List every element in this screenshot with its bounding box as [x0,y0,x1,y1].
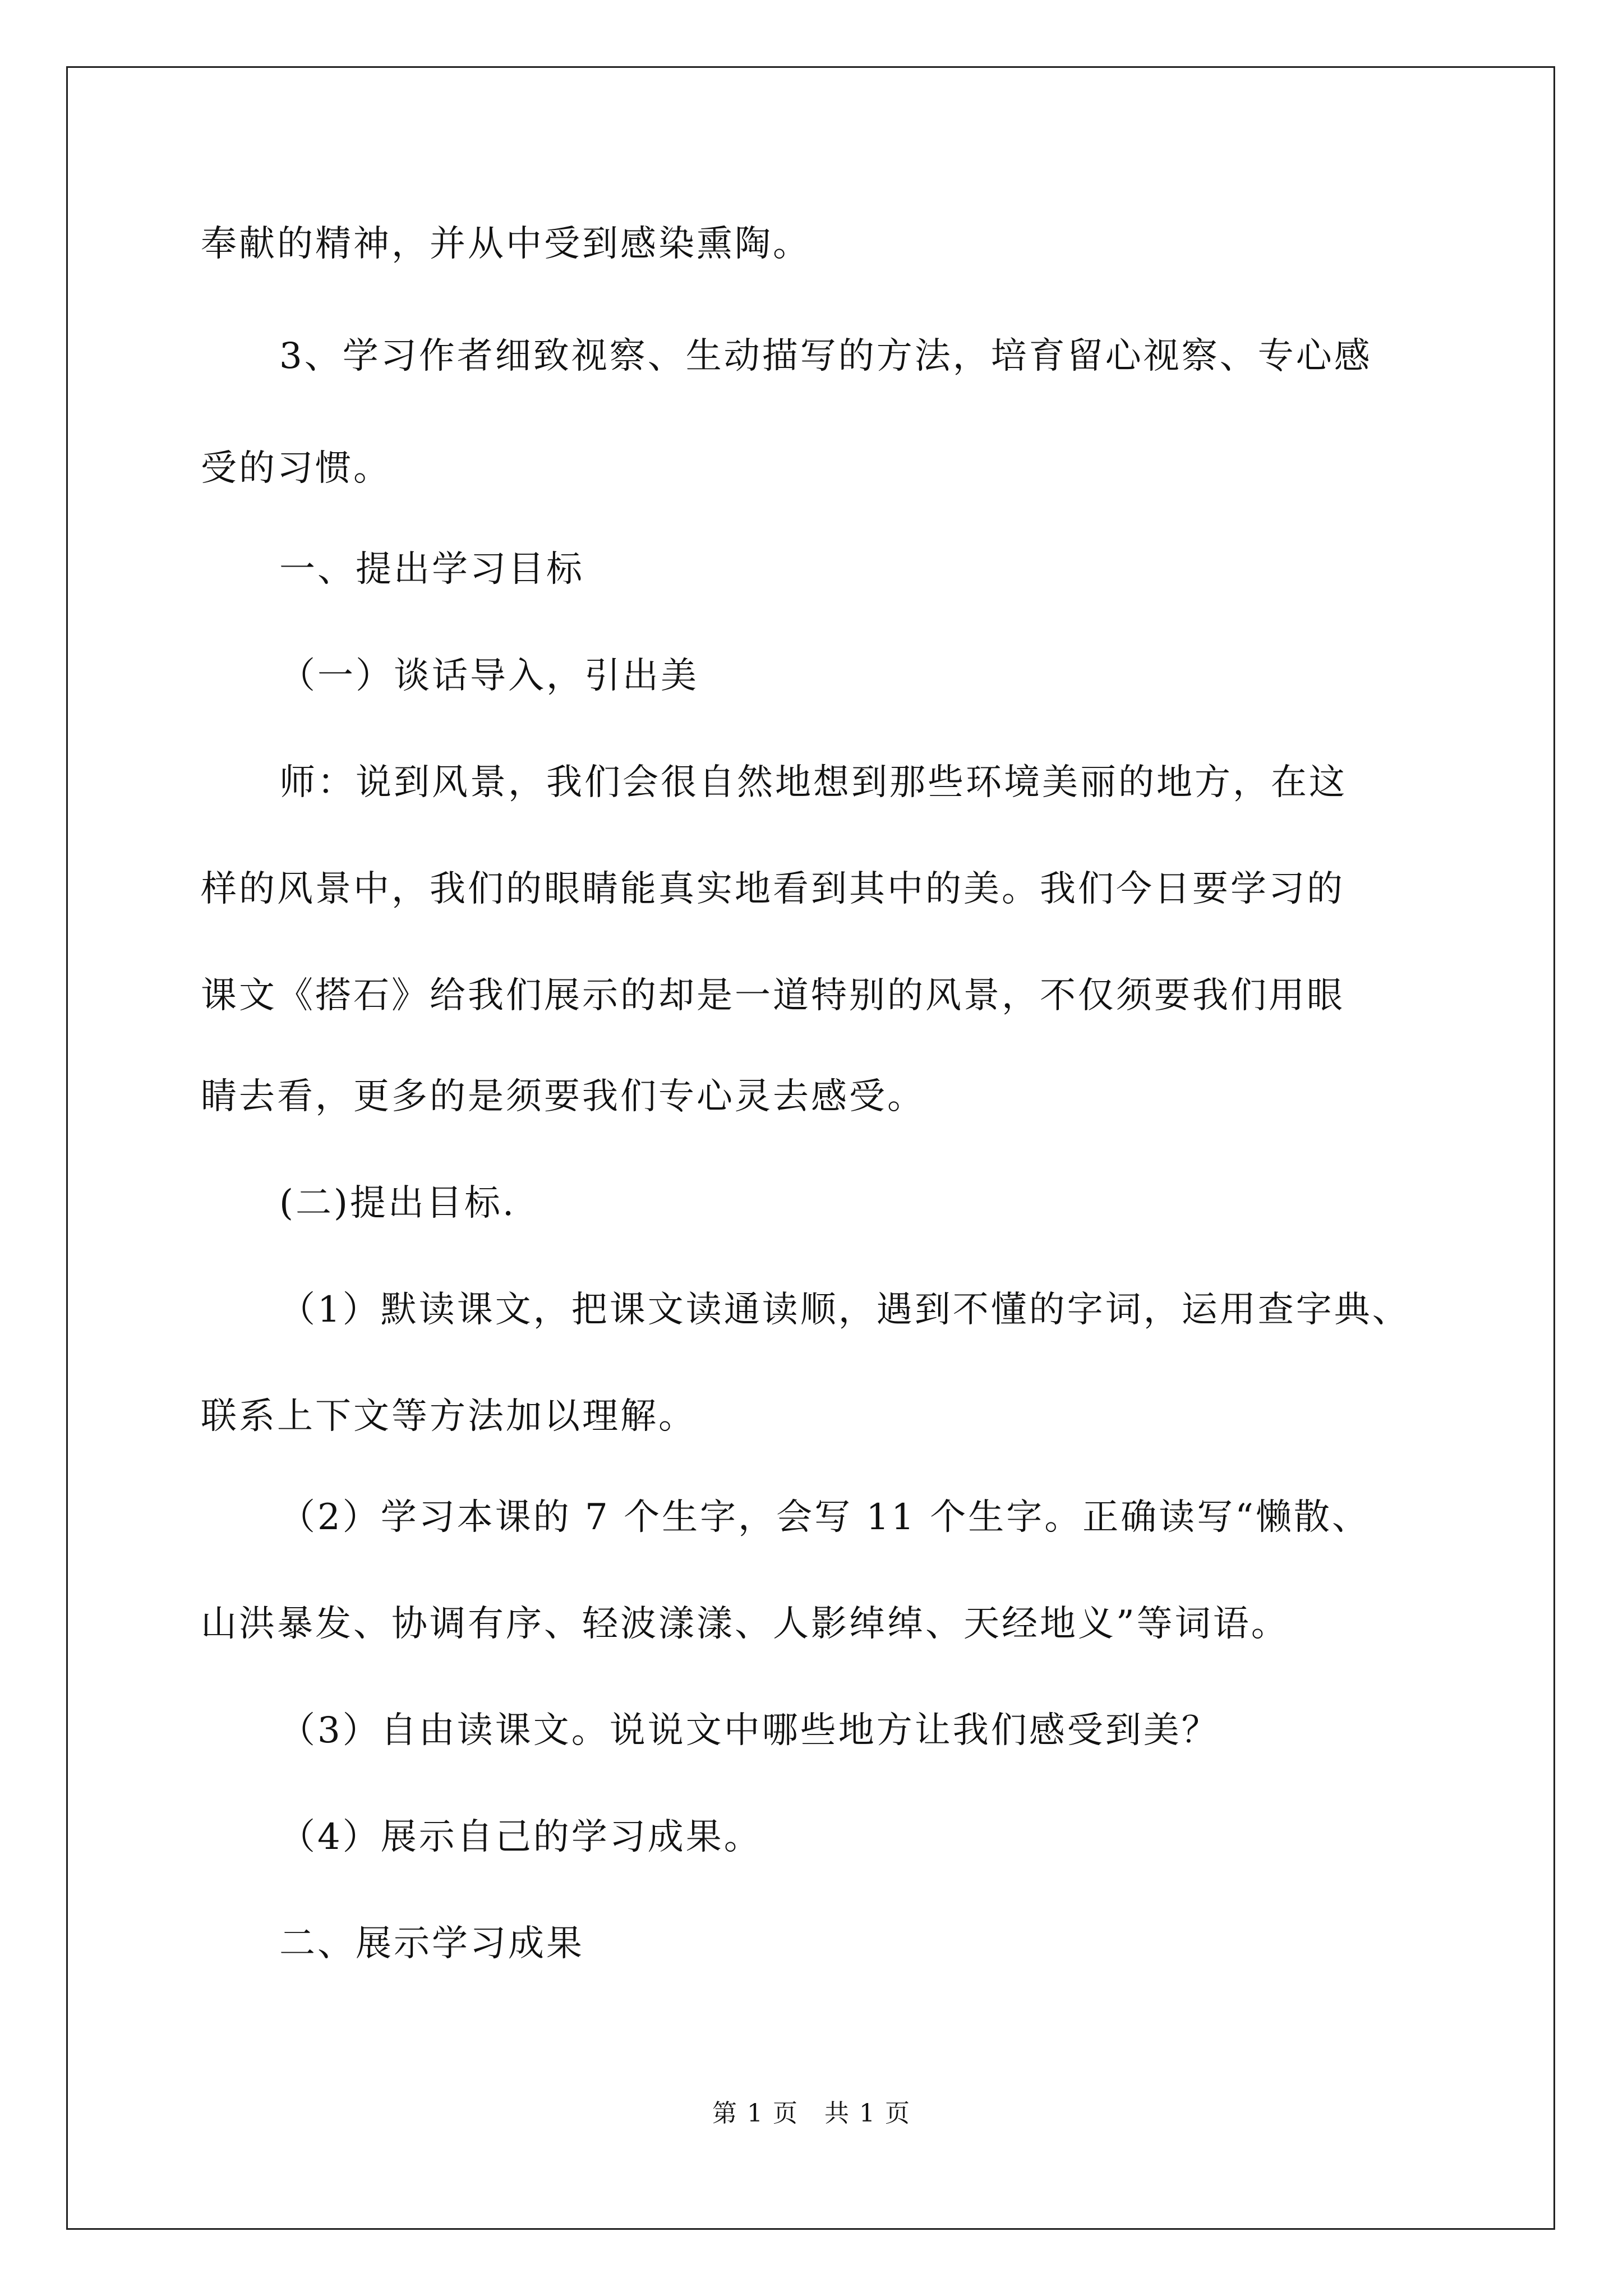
text-line: 山洪暴发、协调有序、轻波漾漾、人影绰绰、天经地义”等词语。 [201,1603,1289,1645]
text-line: 样的风景中，我们的眼睛能真实地看到其中的美。我们今日要学习的 [201,868,1345,910]
text-line: 联系上下文等方法加以理解。 [201,1396,697,1437]
page-footer: 第 1 页 共 1 页 [712,2099,911,2128]
list-item: （2）学习本课的 7 个生字，会写 11 个生字。正确读写“懒散、 [279,1497,1370,1538]
text-line: 课文《搭石》给我们展示的却是一道特别的风景，不仅须要我们用眼 [201,975,1345,1016]
text-line: 受的习惯。 [201,448,391,489]
list-item: （4）展示自己的学习成果。 [279,1816,762,1858]
section-heading: 一、提出学习目标 [279,549,584,590]
section-heading: 二、展示学习成果 [279,1923,584,1964]
text-line: 睛去看，更多的是须要我们专心灵去感受。 [201,1076,925,1117]
subsection-heading: （一）谈话导入，引出美 [279,655,699,697]
text-line: 3、学习作者细致视察、生动描写的方法，培育留心视察、专心感 [279,335,1372,377]
page-border [66,66,1555,2230]
list-item: （1）默读课文，把课文读通读顺，遇到不懂的字词，运用查字典、 [279,1289,1410,1331]
text-line: 师：说到风景，我们会很自然地想到那些环境美丽的地方，在这 [279,762,1347,803]
text-line: 奉献的精神，并从中受到感染熏陶。 [201,223,811,265]
subsection-heading: (二)提出目标. [279,1182,517,1224]
list-item: （3）自由读课文。说说文中哪些地方让我们感受到美？ [279,1710,1220,1751]
